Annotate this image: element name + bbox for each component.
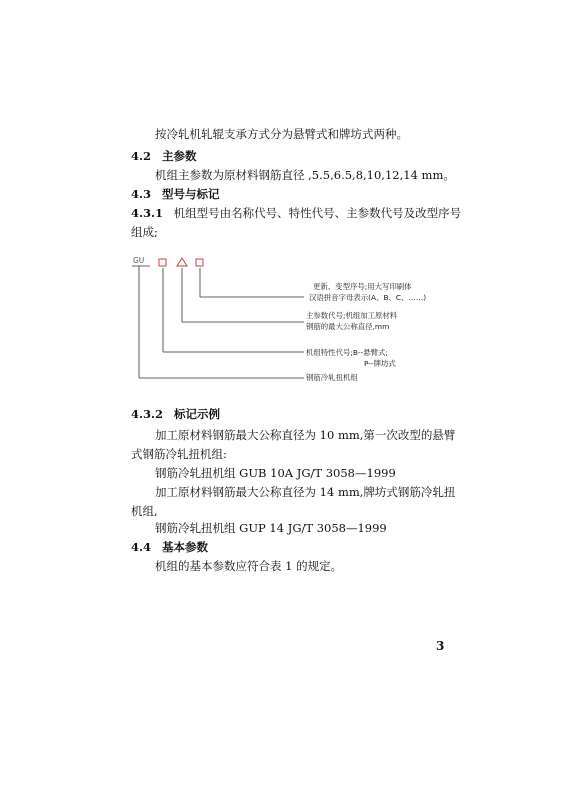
section-number: 4.3.2 (131, 407, 164, 421)
section-4-4-heading (131, 539, 208, 555)
main-param-symbol-triangle (177, 258, 187, 266)
feature-symbol-square (159, 259, 166, 266)
paragraph-example1-2: 式钢筋冷轧扭机组: (131, 447, 227, 461)
paragraph-main-params: 机组主参数为原材料钢筋直径 ,5.5,6.5,8,10,12,14 mm。 (155, 168, 455, 182)
paragraph-model-2: 组成; (131, 225, 158, 239)
paragraph-support-types: 按冷轧机轧辊支承方式分为悬臂式和牌坊式两种。 (155, 127, 408, 141)
section-title: 标记示例 (174, 407, 221, 421)
section-number: 4.3.1 (131, 206, 164, 220)
paragraph-basic-params: 机组的基本参数应符合表 1 的规定。 (155, 559, 343, 573)
revision-symbol-square (196, 259, 203, 266)
section-number: 4.2 (131, 149, 152, 163)
label-feature-2: P--牌坊式 (364, 359, 396, 368)
page-number: 3 (436, 639, 445, 653)
paragraph-example1-1: 加工原材料钢筋最大公称直径为 10 mm,第一次改型的悬臂 (155, 428, 456, 442)
diagram-prefix: GU (133, 256, 145, 265)
label-revision-2: 汉语拼音字母表示(A、B、C、……) (309, 293, 427, 302)
label-main-param-1: 主参数代号;机组加工原材料 (306, 311, 398, 320)
label-main-param-2: 钢筋的最大公称直径,mm (306, 322, 390, 331)
label-name: 钢筋冷轧扭机组 (306, 373, 358, 382)
label-feature-1: 机组特性代号;B--悬臂式; (306, 348, 388, 357)
section-4-3-2-heading (131, 406, 220, 422)
section-title: 型号与标记 (162, 187, 220, 201)
paragraph-model-1: 机组型号由名称代号、特性代号、主参数代号及改型序号 (173, 206, 462, 220)
section-title: 基本参数 (162, 540, 209, 554)
example1-code: 钢筋冷轧扭机组 GUB 10A JG/T 3058—1999 (155, 466, 396, 480)
example2-code: 钢筋冷轧扭机组 GUP 14 JG/T 3058—1999 (155, 521, 387, 535)
paragraph-example2-2: 机组, (131, 504, 158, 518)
label-revision-1: 更新、变型序号;用大写印刷体 (313, 282, 412, 291)
section-number: 4.3 (131, 187, 152, 201)
section-number: 4.4 (131, 540, 152, 554)
section-title: 主参数 (162, 149, 197, 163)
paragraph-example2-1: 加工原材料钢筋最大公称直径为 14 mm,牌坊式钢筋冷轧扭 (155, 485, 456, 499)
